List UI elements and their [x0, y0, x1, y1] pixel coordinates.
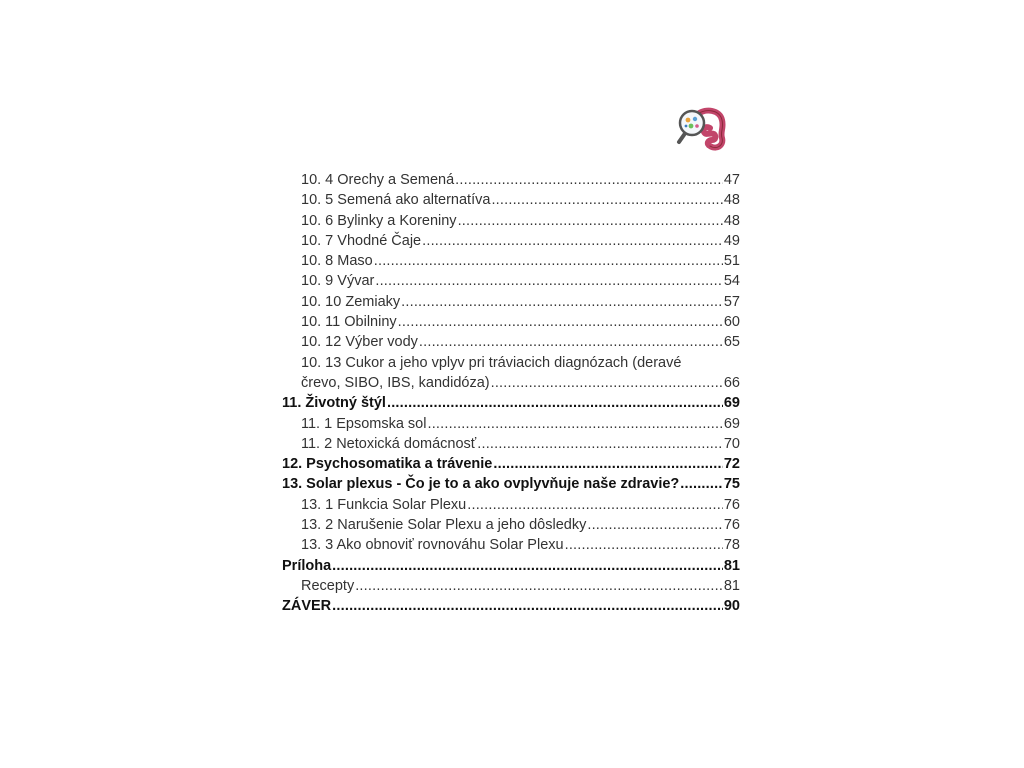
toc-entry-title: 13. 2 Narušenie Solar Plexu a jeho dôsledky: [301, 517, 587, 534]
toc-entry-title: ZÁVER: [282, 598, 332, 615]
toc-entry-title: 11. 1 Epsomska sol: [301, 415, 427, 432]
toc-entry-title: 10. 12 Výber vody: [301, 334, 418, 351]
dot-leader: [493, 454, 722, 474]
dot-leader: [332, 556, 723, 576]
toc-chapter-entry[interactable]: [282, 556, 740, 576]
toc-section-entry[interactable]: [282, 515, 740, 535]
toc-entry-page: 72: [723, 456, 740, 473]
toc-entry-title: 10. 4 Orechy a Semená: [301, 172, 455, 188]
toc-section-entry[interactable]: [282, 292, 740, 312]
dot-leader: [458, 211, 723, 231]
toc-entry-wrapped[interactable]: [282, 353, 740, 394]
toc-section-entry[interactable]: [282, 495, 740, 515]
dot-leader: [491, 373, 723, 393]
toc-entry-title: 10. 8 Maso: [301, 253, 373, 270]
toc-entry-title: 13. Solar plexus - Čo je to a ako ovplyvňuje naše zdravie?: [282, 476, 680, 493]
dot-leader: [587, 515, 723, 535]
toc-entry-title: Recepty: [301, 577, 355, 594]
toc-section-entry[interactable]: [282, 332, 740, 352]
toc-entry-page: 66: [723, 374, 740, 391]
toc-entry-page: 47: [723, 172, 740, 188]
toc-entry-title: 10. 7 Vhodné Čaje: [301, 232, 422, 249]
toc-entry-page: 90: [723, 598, 740, 615]
toc-entry-title: 10. 9 Vývar: [301, 273, 375, 290]
toc-section-entry[interactable]: [282, 211, 740, 231]
dot-leader: [401, 292, 723, 312]
dot-leader: [375, 271, 723, 291]
toc-entry-page: 54: [723, 273, 740, 290]
dot-leader: [491, 190, 722, 210]
dot-leader: [680, 474, 723, 494]
toc-entry-title: 12. Psychosomatika a trávenie: [282, 456, 493, 473]
toc-entry-page: 57: [723, 293, 740, 310]
toc-chapter-entry[interactable]: [282, 474, 740, 494]
table-of-contents: [282, 170, 740, 617]
toc-chapter-entry[interactable]: [282, 393, 740, 413]
toc-entry-title: 10. 11 Obilniny: [301, 314, 397, 331]
toc-entry-page: 81: [723, 577, 740, 594]
toc-entry-page: 69: [723, 395, 740, 412]
toc-entry-page: 76: [723, 517, 740, 534]
dot-leader: [477, 434, 723, 454]
toc-section-entry[interactable]: [282, 251, 740, 271]
toc-section-entry[interactable]: [282, 231, 740, 251]
toc-entry-title: 10. 5 Semená ako alternatíva: [301, 192, 491, 209]
toc-entry-title: 10. 6 Bylinky a Koreniny: [301, 212, 457, 229]
toc-entry-title: 13. 3 Ako obnoviť rovnováhu Solar Plexu: [301, 537, 564, 554]
toc-entry-page: 76: [723, 496, 740, 513]
toc-section-entry[interactable]: [282, 312, 740, 332]
toc-entry-title: 11. 2 Netoxická domácnosť: [301, 435, 477, 452]
toc-entry-page: 49: [723, 232, 740, 249]
toc-chapter-entry[interactable]: [282, 596, 740, 616]
dot-leader: [355, 576, 723, 596]
dot-leader: [332, 596, 723, 616]
dot-leader: [422, 231, 723, 251]
toc-entry-title-line1: 10. 13 Cukor a jeho vplyv pri tráviacich diagnózach (deravé: [301, 354, 682, 371]
toc-entry-title: 11. Životný štýl: [282, 395, 386, 412]
dot-leader: [398, 312, 723, 332]
dot-leader: [387, 393, 723, 413]
toc-entry-line2: [301, 373, 740, 393]
toc-section-entry[interactable]: [282, 434, 740, 454]
toc-section-entry[interactable]: [282, 576, 740, 596]
toc-entry-page: 78: [723, 537, 740, 554]
toc-entry-page: 65: [723, 334, 740, 351]
dot-leader: [374, 251, 723, 271]
toc-entry-title: Príloha: [282, 557, 332, 574]
toc-section-entry[interactable]: [282, 271, 740, 291]
toc-entry-title: 10. 10 Zemiaky: [301, 293, 401, 310]
toc-entry-page: 60: [723, 314, 740, 331]
toc-entry-page: 48: [723, 192, 740, 209]
toc-entry-title: 13. 1 Funkcia Solar Plexu: [301, 496, 467, 513]
dot-leader: [419, 332, 723, 352]
toc-entry-page: 69: [723, 415, 740, 432]
toc-entry-page: 75: [723, 476, 740, 493]
toc-chapter-entry[interactable]: [282, 454, 740, 474]
toc-section-entry[interactable]: [282, 535, 740, 555]
dot-leader: [427, 414, 722, 434]
toc-entry-title-line2: črevo, SIBO, IBS, kandidóza): [301, 374, 490, 391]
toc-entry-page: 51: [723, 253, 740, 270]
toc-entry-page: 81: [723, 557, 740, 574]
toc-entry-page: 70: [723, 435, 740, 452]
dot-leader: [467, 495, 723, 515]
toc-entry-page: 48: [723, 212, 740, 229]
dot-leader: [455, 170, 723, 190]
magnifier-intestine-icon: [676, 106, 726, 152]
toc-section-entry[interactable]: [282, 414, 740, 434]
toc-section-entry[interactable]: [282, 170, 740, 190]
toc-section-entry[interactable]: [282, 190, 740, 210]
dot-leader: [565, 535, 723, 555]
